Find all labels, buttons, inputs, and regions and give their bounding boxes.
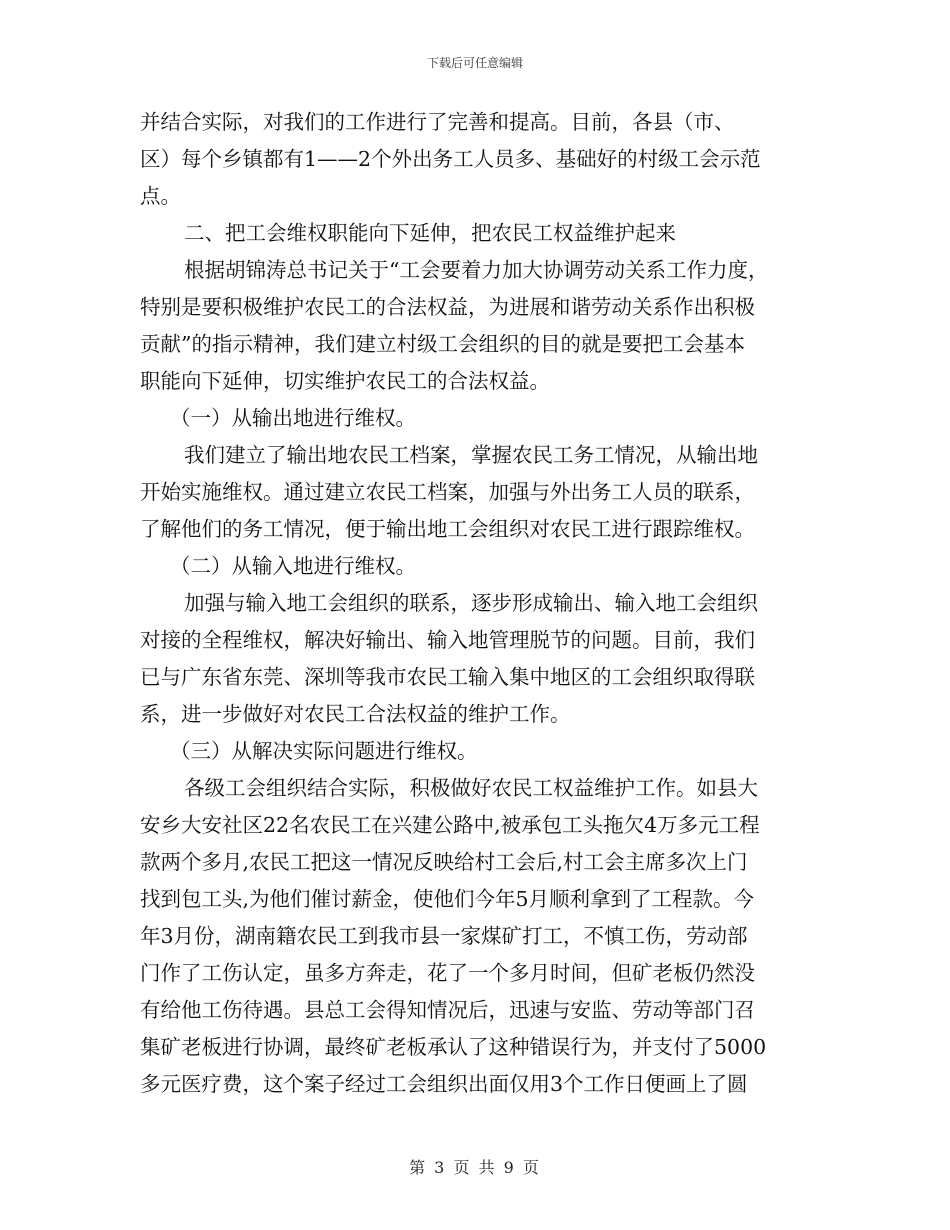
text-line: 系，进一步做好对农民工合法权益的维护工作。 xyxy=(140,702,571,726)
text-line: （三）从解决实际问题进行维权。 xyxy=(170,739,478,763)
document-body xyxy=(140,104,812,1103)
text-line: （二）从输入地进行维权。 xyxy=(170,554,416,578)
text-line: 点。 xyxy=(140,184,181,208)
text-line: 职能向下延伸，切实维护农民工的合法权益。 xyxy=(140,369,550,393)
text-line: 开始实施维权。通过建立农民工档案，加强与外出务工人员的联系， xyxy=(140,480,755,504)
text-line: 贡献”的指示精神，我们建立村级工会组织的目的就是要把工会基本 xyxy=(140,332,745,356)
text-line: 加强与输入地工会组织的联系，逐步形成输出、输入地工会组织 xyxy=(184,591,758,615)
text-line: 年3月份，湖南籍农民工到我市县一家煤矿打工，不慎工伤，劳动部 xyxy=(140,924,748,948)
text-line: 各级工会组织结合实际，积极做好农民工权益维护工作。如县大 xyxy=(184,776,758,800)
text-line: 门作了工伤认定，虽多方奔走，花了一个多月时间，但矿老板仍然没 xyxy=(140,961,755,985)
text-line: 对接的全程维权，解决好输出、输入地管理脱节的问题。目前，我们 xyxy=(140,628,755,652)
text-line: 我们建立了输出地农民工档案，掌握农民工务工情况，从输出地 xyxy=(184,443,758,467)
text-line: 二、把工会维权职能向下延伸，把农民工权益维护起来 xyxy=(184,221,676,245)
text-line: 多元医疗费，这个案子经过工会组织出面仅用3个工作日便画上了圆 xyxy=(140,1072,748,1096)
text-line: 了解他们的务工情况，便于输出地工会组织对农民工进行跟踪维权。 xyxy=(140,517,755,541)
text-line: （一）从输出地进行维权。 xyxy=(170,406,416,430)
text-line: 已与广东省东莞、深圳等我市农民工输入集中地区的工会组织取得联 xyxy=(140,665,755,689)
text-line: 根据胡锦涛总书记关于“工会要着力加大协调劳动关系工作力度， xyxy=(184,258,769,282)
text-line: 集矿老板进行协调，最终矿老板承认了这种错误行为，并支付了5000 xyxy=(140,1035,767,1059)
text-line: 区）每个乡镇都有1——2个外出务工人员多、基础好的村级工会示范 xyxy=(140,147,761,171)
text-line: 有给他工伤待遇。县总工会得知情况后，迅速与安监、劳动等部门召 xyxy=(140,998,755,1022)
text-line: 特别是要积极维护农民工的合法权益，为进展和谐劳动关系作出积极 xyxy=(140,295,755,319)
page-header: 下载后可任意编辑 xyxy=(426,56,523,70)
text-line: 找到包工头,为他们催讨薪金，使他们今年5月顺利拿到了工程款。今 xyxy=(140,887,755,911)
text-line: 安乡大安社区22名农民工在兴建公路中,被承包工头拖欠4万多元工程 xyxy=(140,813,760,837)
text-line: 并结合实际，对我们的工作进行了完善和提高。目前，各县（市、 xyxy=(140,110,735,134)
page-footer: 第 3 页 共 9 页 xyxy=(409,1158,541,1177)
text-line: 款两个多月,农民工把这一情况反映给村工会后,村工会主席多次上门 xyxy=(140,850,748,874)
